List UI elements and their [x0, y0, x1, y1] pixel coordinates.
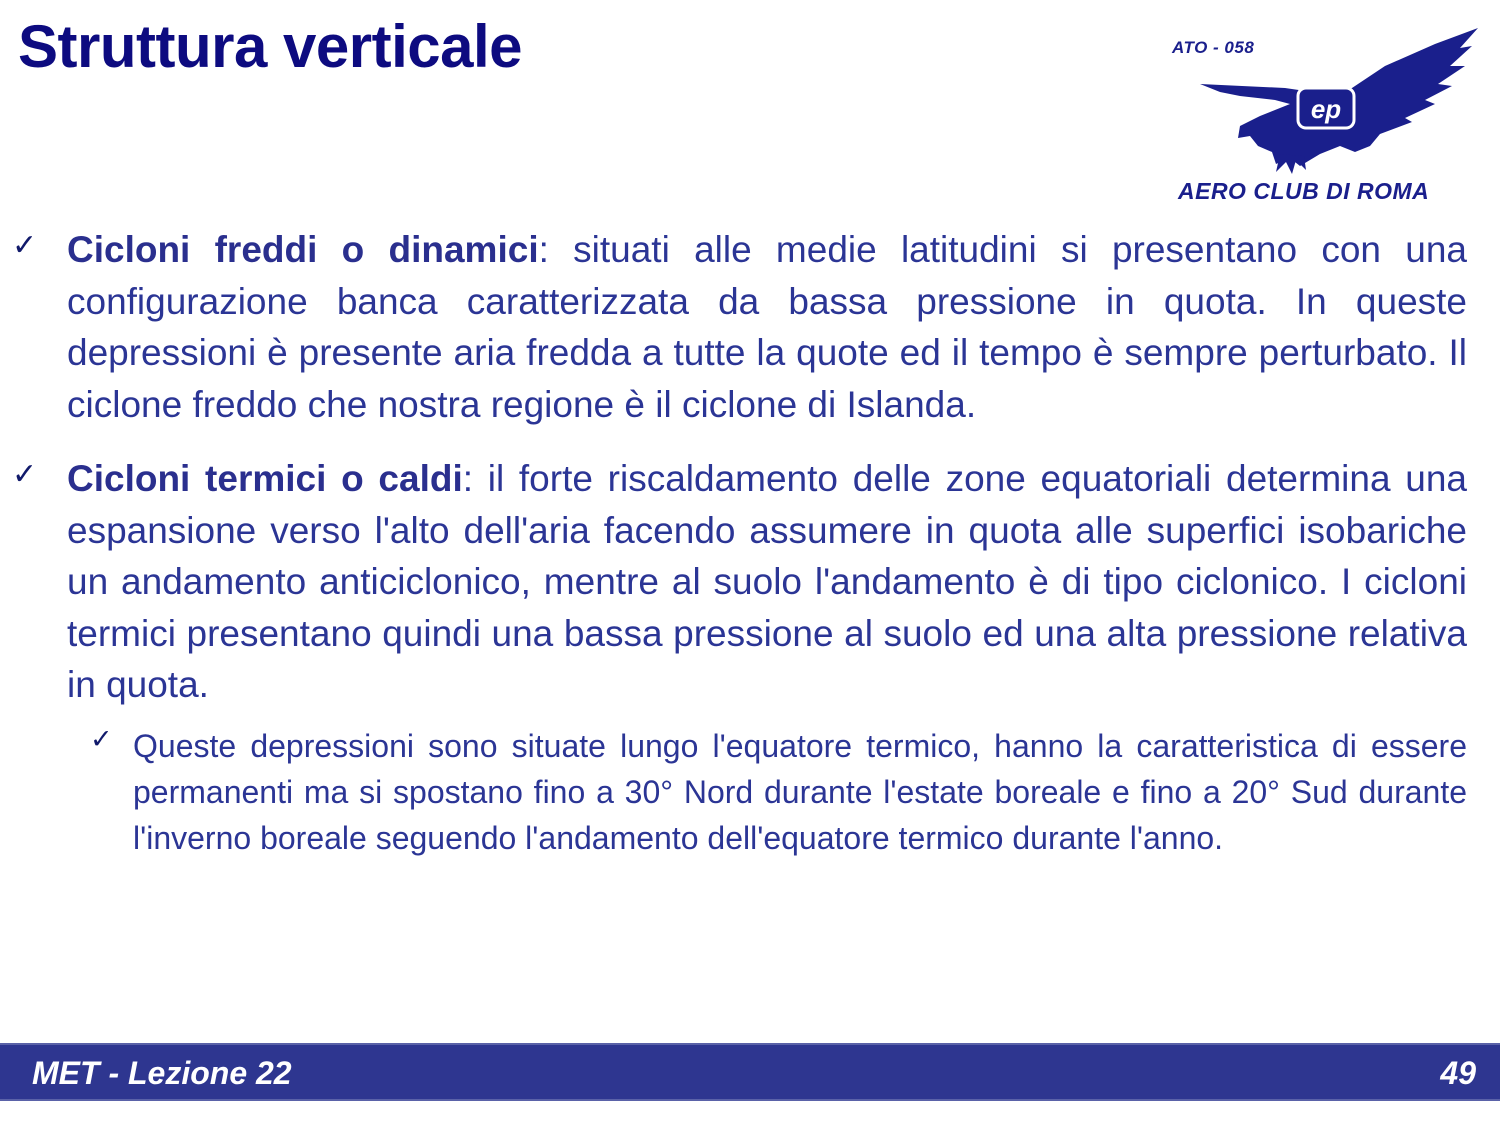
bullet-text: : situati alle medie latitudini si presentano con una configurazione banca caratterizzata da bassa pressione in quota. In queste depressioni è presente aria fredda a tutte la quote ed il tempo è sempre perturbato. Il ciclone freddo che nostra regione è il ciclone di Islanda.	[67, 229, 1467, 425]
bullet-heading: Cicloni freddi o dinamici	[67, 229, 539, 270]
sub-bullet-equatore-termico	[0, 723, 1500, 861]
checkmark-icon: ✓	[12, 457, 38, 492]
slide-title: Struttura verticale	[18, 13, 523, 80]
eagle-icon	[1180, 26, 1480, 176]
bullet-heading: Cicloni termici o caldi	[67, 458, 463, 499]
logo-ato-code: ATO - 058	[1172, 38, 1255, 57]
checkmark-icon: ✓	[12, 228, 38, 263]
page-number: 49	[1440, 1055, 1476, 1091]
footer-lesson-label: MET - Lezione 22	[32, 1055, 292, 1091]
sub-bullet-text: Queste depressioni sono situate lungo l'equatore termico, hanno la caratteristica di essere permanenti ma si spostano fino a 30° Nord durante l'estate boreale e fino a 20° Sud durante l'inverno boreale seguendo l'andamento dell'equatore termico durante l'anno.	[133, 727, 1467, 856]
checkmark-icon: ✓	[90, 723, 113, 755]
logo-club-name: AERO CLUB DI ROMA	[1178, 178, 1430, 204]
slide-content	[0, 224, 1500, 861]
aero-club-logo	[1160, 26, 1490, 211]
bullet-cicloni-freddi	[0, 224, 1500, 430]
svg-text:ep: ep	[1310, 94, 1342, 124]
bullet-text: : il forte riscaldamento delle zone equatoriali determina una espansione verso l'alto dell'aria facendo assumere in quota alle superfici isobariche un andamento anticiclonico, mentre al suolo l'andamento è di tipo ciclonico. I cicloni termici presentano quindi una bassa pressione al suolo ed una alta pressione relativa in quota.	[67, 458, 1467, 705]
slide-footer	[0, 1043, 1500, 1101]
bullet-cicloni-termici	[0, 453, 1500, 711]
